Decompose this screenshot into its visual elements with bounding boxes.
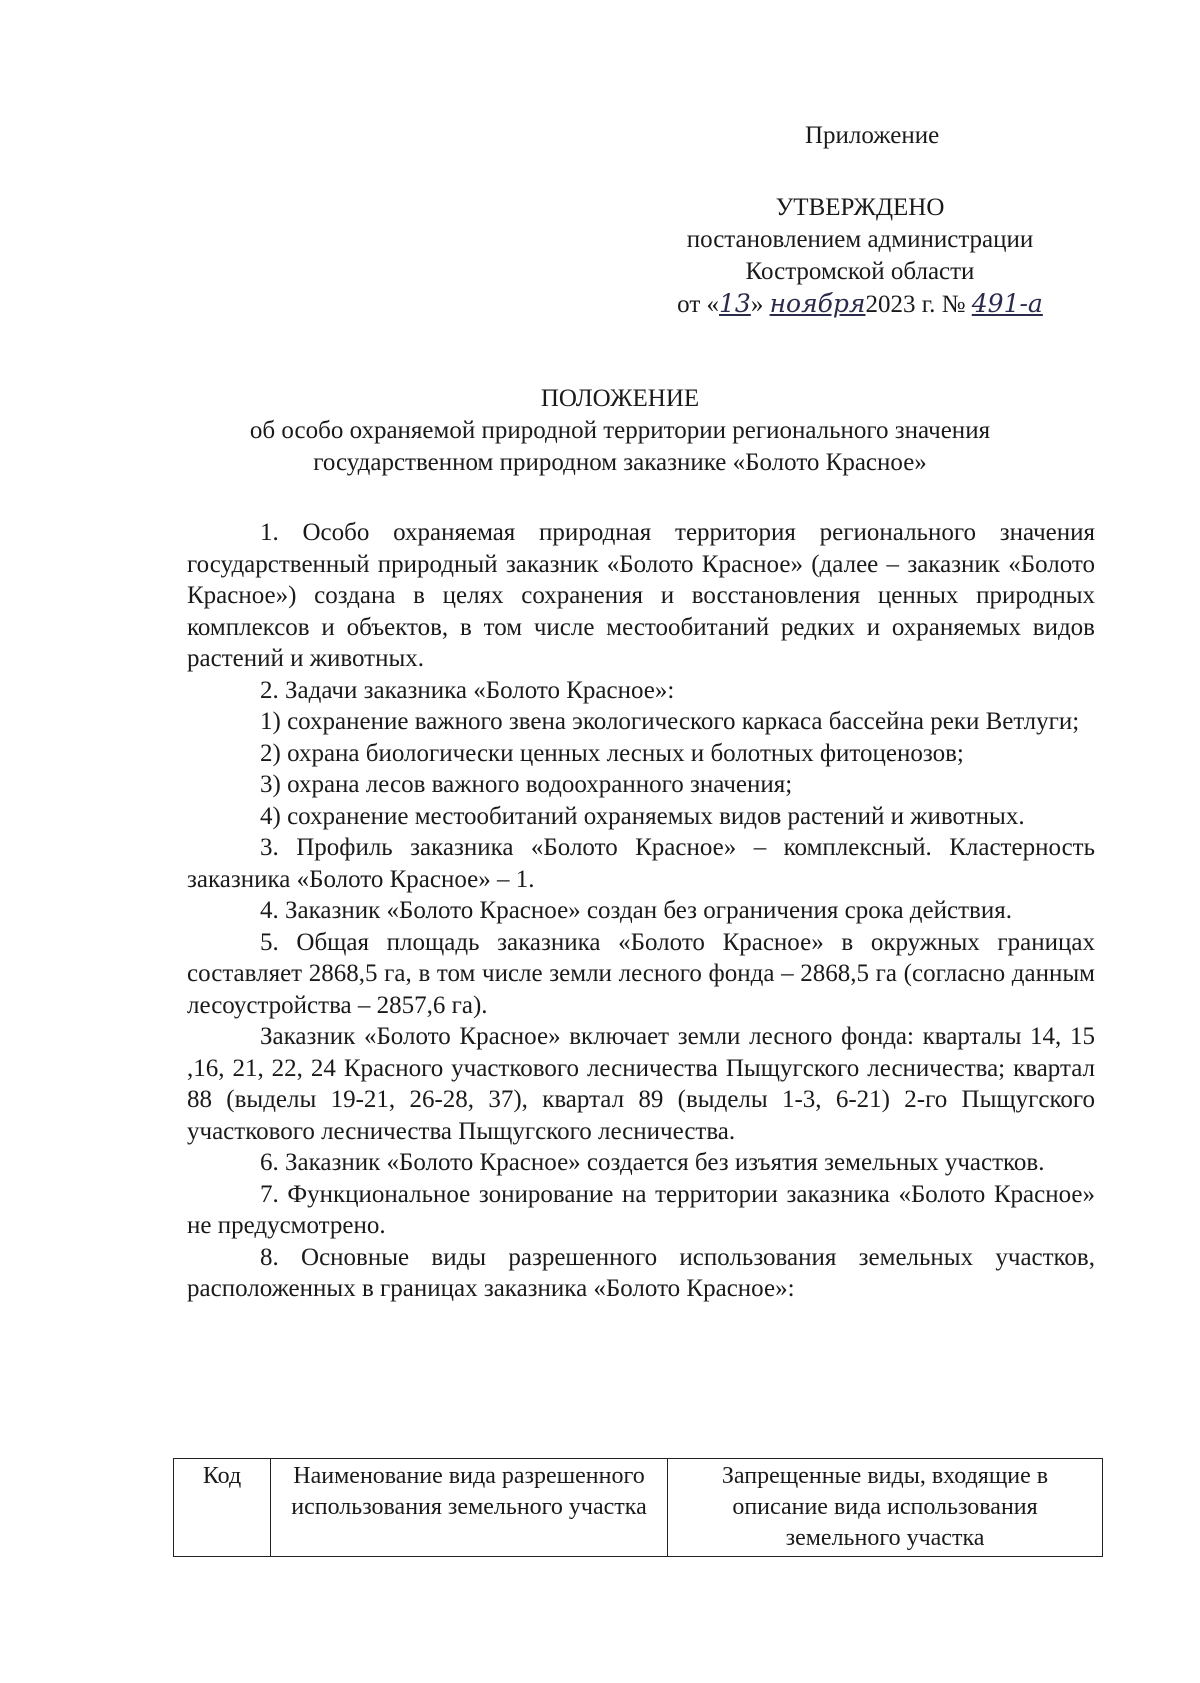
table-header-prohibited: Запрещенные виды, входящие в описание вида использования земельного участка [668,1459,1103,1557]
approved-label: УТВЕРЖДЕНО [775,194,945,221]
table-header-code: Код [174,1459,271,1557]
approved-by-line2: Костромской области [745,258,975,285]
handwritten-number: 491-а [971,289,1043,318]
paragraph-5-lands: Заказник «Болото Красное» включает земли лесного фонда: кварталы 14, 15 ,16, 21, 22, 24 Красного участкового лесничества Пыщугского лесничества; квартал 88 (выделы 19-21, 26-28, 37), квартал 89 (выделы 1-3, 6-21) 2-го Пыщугского участкового лесничества Пыщугского лесничества. [187,1023,1095,1145]
year-and-number-label: 2023 г. № [865,291,966,318]
paragraph-1: 1. Особо охраняемая природная территория регионального значения государственный природный заказник «Болото Красное» (далее – заказник «Болото Красное») создана в целях сохранения и восстановления ценных природных комплексов и объектов, в том числе местообитаний редких и охраняемых видов растений и животных. [187,519,1095,672]
land-use-table [173,1458,1103,1557]
table-header-row [174,1459,1103,1557]
date-prefix: от « [677,291,720,318]
paragraph-7: 7. Функциональное зонирование на территории заказника «Болото Красное» не предусмотрено. [187,1180,1095,1239]
document-subtitle-line1: об особо охраняемой природной территории регионального значения [249,417,991,444]
date-mid: » [750,291,764,318]
paragraph-3: 3. Профиль заказника «Болото Красное» – комплексный. Кластерность заказника «Болото Красное» – 1. [187,834,1095,893]
document-body [187,517,1095,1305]
table-header-use-type: Наименование вида разрешенного использования земельного участка [271,1459,668,1557]
document-title: ПОЛОЖЕНИЕ [540,385,700,412]
task-item-4: 4) сохранение местообитаний охраняемых видов растений и животных. [260,802,1025,830]
paragraph-2: 2. Задачи заказника «Болото Красное»: [260,676,675,704]
document-heading [160,383,1080,479]
paragraph-8: 8. Основные виды разрешенного использования земельных участков, расположенных в границах заказника «Болото Красное»: [187,1243,1095,1302]
handwritten-month: ноября [769,289,866,318]
task-item-3: 3) охрана лесов важного водоохранного значения; [260,771,793,798]
approval-stamp-block [600,120,1120,321]
paragraph-5: 5. Общая площадь заказника «Болото Красное» в окружных границах составляет 2868,5 га, в том числе земли лесного фонда – 2868,5 га (согласно данным лесоустройства – 2857,6 га). [187,928,1095,1019]
task-item-2: 2) охрана биологически ценных лесных и болотных фитоценозов; [260,739,964,767]
paragraph-6: 6. Заказник «Болото Красное» создается без изъятия земельных участков. [260,1149,1045,1176]
approved-by-line1: постановлением администрации [686,226,1034,253]
document-subtitle-line2: государственном природном заказнике «Болото Красное» [313,449,927,476]
land-use-table-wrapper [173,1458,1103,1557]
task-item-1: 1) сохранение важного звена экологического каркаса бассейна реки Ветлуги; [260,708,1080,735]
handwritten-day: 13 [719,289,751,318]
appendix-label: Приложение [805,122,940,149]
approval-date-line [600,288,1120,321]
paragraph-4: 4. Заказник «Болото Красное» создан без ограничения срока действия. [260,897,1012,924]
